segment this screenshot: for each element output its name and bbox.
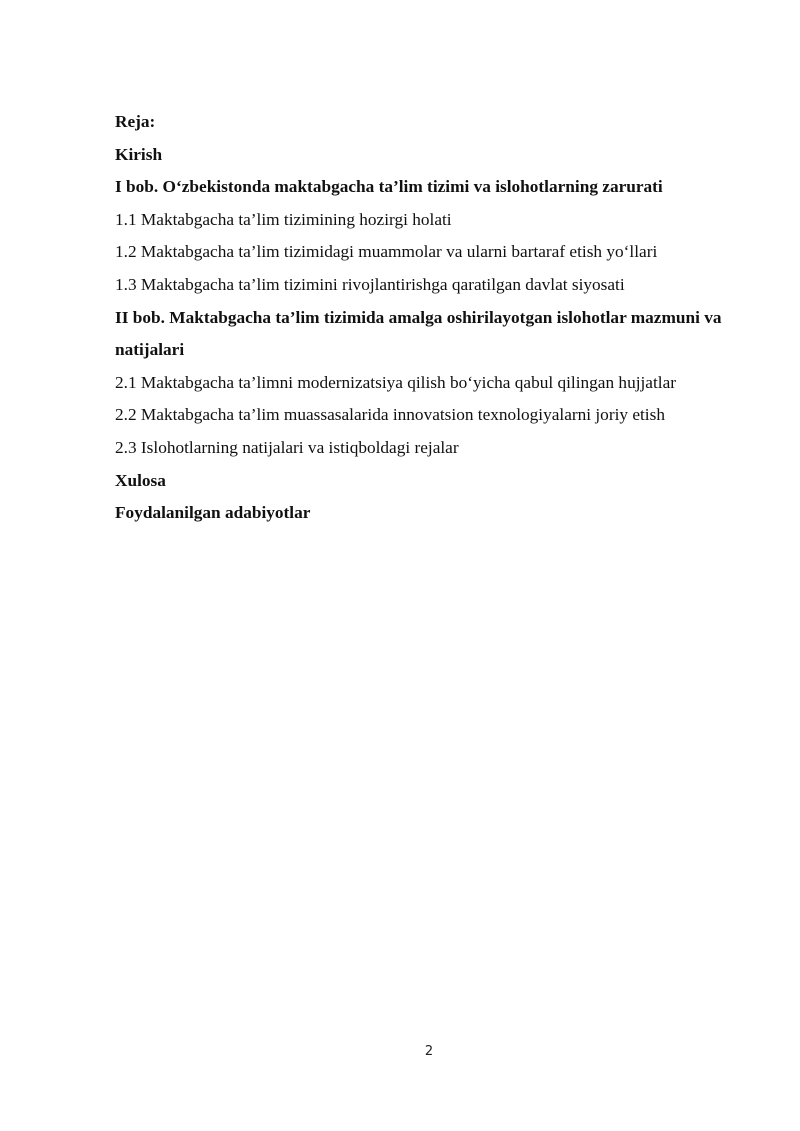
toc-section-1-1: 1.1 Maktabgacha ta’lim tizimining hozirgi holati	[115, 209, 452, 229]
toc-entry-conclusion: Xulosa	[115, 470, 166, 490]
toc-entry-introduction: Kirish	[115, 144, 163, 164]
toc-section-2-2: 2.2 Maktabgacha ta’lim muassasalarida innovatsion texnologiyalarni joriy etish	[115, 405, 665, 425]
toc-chapter-1: I bob. O‘zbekistonda maktabgacha ta’lim tizimi va islohotlarning zarurati	[115, 177, 663, 197]
toc-heading: Reja:	[115, 112, 156, 131]
toc-section-2-1: 2.1 Maktabgacha ta’limni modernizatsiya qilish bo‘yicha qabul qilingan hujjatlar	[115, 372, 677, 392]
toc-section-1-2: 1.2 Maktabgacha ta’lim tizimidagi muammolar va ularni bartaraf etish yo‘llari	[115, 242, 658, 262]
toc-chapter-2: II bob. Maktabgacha ta’lim tizimida amalga oshirilayotgan islohotlar mazmuni va natijalari	[115, 307, 722, 360]
toc-section-2-3: 2.3 Islohotlarning natijalari va istiqboldagi rejalar	[115, 437, 459, 457]
toc-entry-references: Foydalanilgan adabiyotlar	[115, 503, 311, 523]
table-of-contents	[115, 106, 755, 530]
toc-section-1-3: 1.3 Maktabgacha ta’lim tizimini rivojlantirishga qaratilgan davlat siyosati	[115, 274, 625, 294]
page-number: 2	[424, 1044, 434, 1059]
